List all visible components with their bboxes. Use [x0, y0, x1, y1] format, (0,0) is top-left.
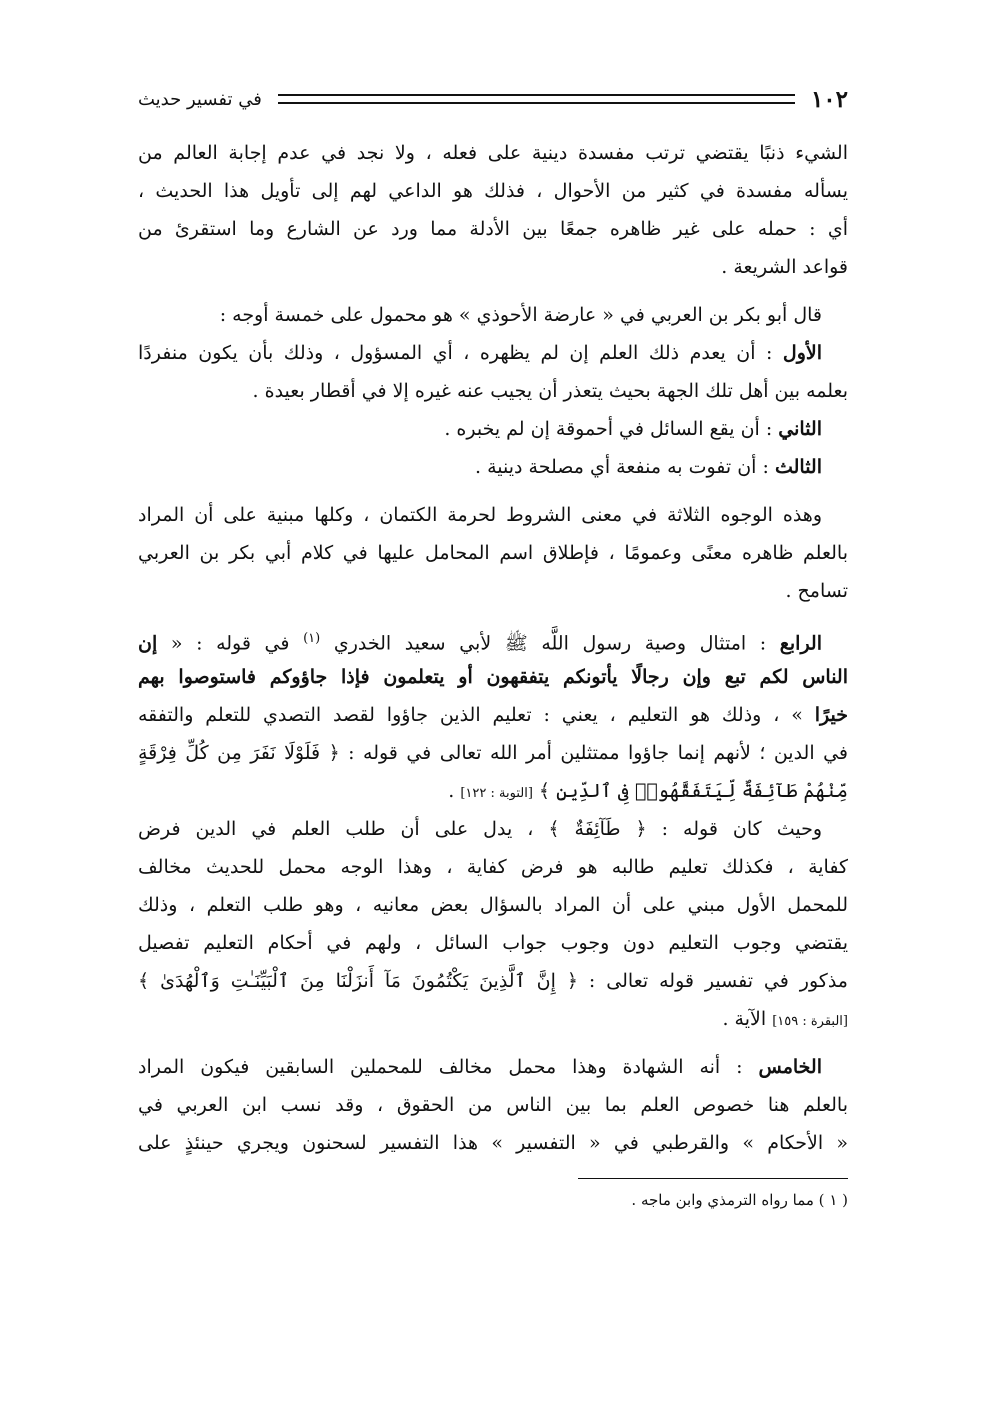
text-line: أي : حمله على غير ظاهره جمعًا بين الأدلة مما ورد عن الشارع وما استقرئ من	[138, 218, 848, 240]
footnote-separator	[578, 1178, 848, 1179]
text-line: بعلمه بين أهل تلك الجهة بحيث يتعذر أن يجيب عنه غيره إلا في أقطار بعيدة .	[252, 380, 848, 402]
paragraph-6	[138, 496, 848, 610]
header-double-rule	[278, 94, 795, 104]
aspect-label: الخامس	[758, 1056, 822, 1078]
text-line: الرابع : امتثال وصية رسول اللَّه ﷺ لأبي سعيد الخدري $^{(١)}$ في قوله : « إن	[138, 631, 822, 655]
paragraph-8	[138, 810, 848, 1038]
paragraph-fourth-aspect	[138, 620, 848, 810]
running-title: في تفسير حديث	[138, 88, 262, 110]
text-line: مِّنْهُمْ طَآئِفَةٌ لِّيَتَفَقَّهُوا۟ فِى ٱلدِّينِ ﴾ [التوبة : ١٢٢] .	[448, 780, 848, 802]
text-line: « الأحكام » والقرطبي في « التفسير » هذا التفسير لسحنون ويجري حينئذٍ على	[138, 1132, 848, 1154]
text-line: الثاني : أن يقع السائل في أحموقة إن لم يخبره .	[444, 418, 822, 440]
text-line: خيرًا » ، وذلك هو التعليم ، يعني : تعليم الذين جاؤوا لقصد التصدي للتعلم والتفقه	[138, 704, 848, 726]
paragraph-first-aspect	[138, 334, 848, 410]
text-line: الشيء ذنبًا يقتضي ترتب مفسدة دينية على فعله ، ولا نجد في عدم إجابة العالم من	[138, 142, 848, 164]
text-line: تسامح .	[785, 580, 848, 602]
text-line: [البقرة : ١٥٩] الآية .	[722, 1008, 848, 1030]
aspect-label: الأول	[782, 342, 822, 364]
quran-citation: [البقرة : ١٥٩]	[772, 1014, 848, 1029]
text-line: يسأله مفسدة في كثير من الأحوال ، فذلك هو الداعي لهم إلى تأويل هذا الحديث ،	[138, 180, 848, 202]
text-line: قواعد الشريعة .	[721, 256, 848, 278]
aspect-label: الرابع	[779, 632, 822, 655]
page-number: ١٠٢	[810, 85, 848, 113]
text-line: يقتضي وجوب التعليم دون وجوب جواب السائل ، ولهم في أحكام التعليم تفصيل	[138, 932, 848, 954]
text-line: وهذه الوجوه الثلاثة في معنى الشروط لحرمة الكتمان ، وكلها مبنية على أن المراد	[138, 504, 822, 526]
text-line: الأول : أن يعدم ذلك العلم إن لم يظهره ، أي المسؤول ، وذلك بأن يكون منفردًا	[138, 342, 822, 364]
paragraph-2	[138, 296, 848, 334]
aspect-label: الثاني	[778, 418, 822, 440]
running-header	[138, 78, 848, 120]
paragraph-1	[138, 134, 848, 286]
text-line: كفاية ، فكذلك تعليم طالبه هو فرض كفاية ، وهذا الوجه محمل للحديث مخالف	[138, 856, 848, 878]
book-page	[138, 78, 848, 1215]
aspect-label: الثالث	[774, 456, 822, 478]
paragraph-third-aspect	[138, 448, 848, 486]
footnote: ( ١ ) مما رواه الترمذي وابن ماجه .	[631, 1191, 848, 1209]
paragraph-second-aspect	[138, 410, 848, 448]
text-line: للمحمل الأول مبني على أن المراد بالسؤال بعض معانيه ، وهو طلب التعلم ، وذلك	[138, 894, 848, 916]
text-line: وحيث كان قوله : ﴿ طَآئِفَةٌ ﴾ ، يدل على أن طلب العلم في الدين فرض	[138, 818, 822, 840]
hadith-text-line: الناس لكم تبع وإن رجالًا يأتونكم يتفقهون أو يتعلمون فإذا جاؤوكم فاستوصوا بهم	[138, 666, 848, 688]
text-line: مذكور في تفسير قوله تعالى : ﴿ إِنَّ ٱلَّذِينَ يَكْتُمُونَ مَآ أَنزَلْنَا مِنَ ٱلْبَيِّنَـٰتِ وَٱلْهُدَىٰ ﴾	[138, 970, 848, 992]
text-line: الخامس : أنه الشهادة وهذا محمل مخالف للمحملين السابقين فيكون المراد	[138, 1056, 822, 1078]
text-line: الثالث : أن تفوت به منفعة أي مصلحة دينية .	[475, 456, 822, 478]
main-text	[138, 134, 848, 1215]
text-line: في الدين ؛ لأنهم إنما جاؤوا ممتثلين أمر الله تعالى في قوله : ﴿ فَلَوْلَا نَفَرَ مِن كُلِّ فِرْقَةٍ	[138, 742, 848, 764]
quran-citation: [التوبة : ١٢٢]	[460, 786, 533, 801]
text-line: بالعلم هنا خصوص العلم بما بين الناس من الحقوق ، وقد نسب ابن العربي في	[138, 1094, 848, 1116]
text-line: بالعلم ظاهره معنًى وعمومًا ، فإطلاق اسم المحامل عليها في كلام أبي بكر بن العربي	[138, 542, 848, 564]
text-line: قال أبو بكر بن العربي في « عارضة الأحوذي » هو محمول على خمسة أوجه :	[219, 304, 822, 326]
footnote-reference: (١)	[303, 631, 321, 646]
paragraph-fifth-aspect	[138, 1048, 848, 1162]
